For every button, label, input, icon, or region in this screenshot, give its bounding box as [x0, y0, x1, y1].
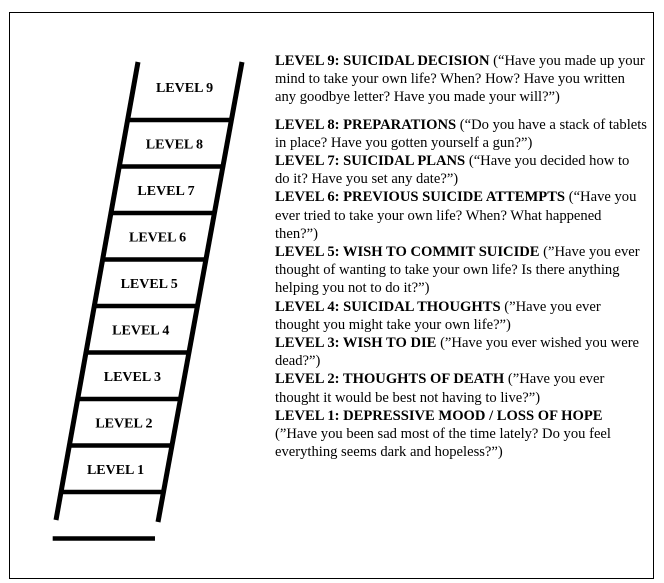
level-7-question: (“Have you decided how to do it? Have you set any date?”) — [275, 153, 630, 188]
ladder-label-6: LEVEL 6 — [128, 230, 187, 246]
level-8-description — [275, 116, 647, 152]
ladder-label-7: LEVEL 7 — [137, 183, 195, 199]
level-6-heading: LEVEL 6: PREVIOUS SUICIDE ATTEMPTS — [275, 189, 566, 206]
ladder-label-2: LEVEL 2 — [95, 416, 153, 432]
level-descriptions — [275, 52, 647, 461]
ladder-label-5: LEVEL 5 — [120, 276, 178, 292]
level-9-description — [275, 52, 647, 107]
level-2-heading: LEVEL 2: THOUGHTS OF DEATH — [275, 371, 505, 388]
level-5-description — [275, 243, 647, 298]
level-7-description — [275, 152, 647, 188]
ladder-label-4: LEVEL 4 — [112, 323, 170, 339]
level-6-question: (“Have you ever tried to take your own life? When? What happened then?”) — [275, 189, 637, 242]
ladder-label-3: LEVEL 3 — [103, 369, 161, 385]
level-4-heading: LEVEL 4: SUICIDAL THOUGHTS — [275, 298, 501, 315]
level-1-description — [275, 407, 647, 462]
level-9-heading: LEVEL 9: SUICIDAL DECISION — [275, 53, 490, 69]
level-3-heading: LEVEL 3: WISH TO DIE — [275, 335, 437, 352]
level-9-question: (“Have you made up your mind to take your own life? When? How? Have you written any goodbye letter? Have you made your will?”) — [275, 53, 645, 106]
level-1-heading: LEVEL 1: DEPRESSIVE MOOD / LOSS OF HOPE — [275, 407, 603, 424]
ladder-label-1: LEVEL 1 — [86, 462, 145, 478]
level-2-description — [275, 370, 647, 406]
level-6-description — [275, 188, 647, 243]
level-4-description — [275, 298, 647, 334]
level-3-question: (”Have you ever wished you were dead?”) — [275, 335, 640, 370]
ladder-label-9: LEVEL 9 — [155, 81, 214, 96]
level-1-question: (”Have you been sad most of the time lately? Do you feel everything seems dark and hopeless?”) — [275, 426, 611, 461]
level-8-question: (“Do you have a stack of tablets in place? Have you gotten yourself a gun?”) — [275, 116, 647, 151]
level-5-heading: LEVEL 5: WISH TO COMMIT SUICIDE — [275, 244, 540, 261]
level-5-question: (”Have you ever thought of wanting to take your own life? Is there anything helping you not to do it?”) — [275, 244, 640, 297]
level-2-question: (”Have you ever thought it would be best not having to live?”) — [275, 371, 605, 406]
level-3-description — [275, 334, 647, 370]
ladder-label-8: LEVEL 8 — [145, 137, 204, 153]
level-7-heading: LEVEL 7: SUICIDAL PLANS — [275, 153, 466, 170]
level-8-heading: LEVEL 8: PREPARATIONS — [275, 116, 457, 133]
level-4-question: (”Have you ever thought you might take your own life?”) — [275, 298, 601, 333]
